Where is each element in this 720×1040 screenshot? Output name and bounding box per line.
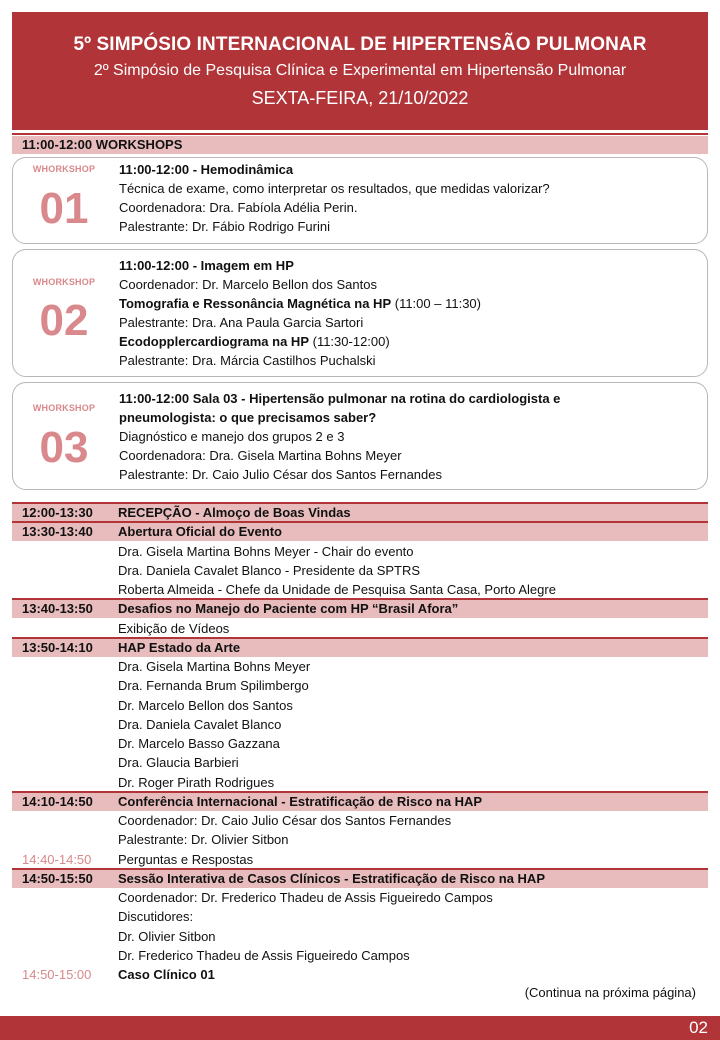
schedule-text: Dr. Roger Pirath Rodrigues: [118, 774, 275, 790]
schedule-text: Discutidores:: [118, 909, 194, 925]
divider-line: [12, 791, 708, 793]
schedule-band: [12, 504, 708, 522]
divider-line: [12, 521, 708, 523]
workshop-number: 03: [39, 423, 89, 472]
workshop-title: 11:00-12:00 Sala 03 - Hipertensão pulmonar na rotina do cardiologista e: [119, 391, 561, 406]
divider-line: [12, 868, 708, 870]
workshop-card-03: [12, 382, 708, 490]
schedule-time: 14:10-14:50: [22, 793, 93, 809]
workshop-number: 01: [39, 184, 89, 233]
schedule-text: Perguntas e Respostas: [118, 851, 254, 867]
workshop-line: Palestrante: Dr. Caio Julio César dos Santos Fernandes: [119, 467, 443, 482]
schedule-text: Roberta Almeida - Chefe da Unidade de Pesquisa Santa Casa, Porto Alegre: [118, 582, 556, 597]
schedule-text: Coordenador: Dr. Frederico Thadeu de Assis Figueiredo Campos: [118, 890, 493, 905]
workshop-label: WHORKSHOP: [32, 277, 96, 287]
page-header: [12, 12, 708, 130]
workshop-line: Diagnóstico e manejo dos grupos 2 e 3: [119, 429, 345, 444]
schedule-band: [12, 639, 708, 657]
schedule-time: 13:50-14:10: [22, 639, 93, 655]
event-date: SEXTA-FEIRA, 21/10/2022: [251, 88, 469, 108]
schedule-text: Dra. Fernanda Brum Spilimbergo: [118, 678, 309, 694]
workshop-line: Ecodopplercardiograma na HP (11:30-12:00): [119, 334, 390, 349]
divider-line: [12, 598, 708, 600]
divider-line: [12, 133, 708, 135]
schedule-time: 13:40-13:50: [22, 601, 93, 617]
schedule-text: Coordenador: Dr. Caio Julio César dos Santos Fernandes: [118, 813, 452, 828]
workshop-line: Palestrante: Dr. Fábio Rodrigo Furini: [119, 219, 330, 234]
schedule-title: Desafios no Manejo do Paciente com HP “Brasil Afora”: [118, 601, 459, 617]
workshop-title: 11:00-12:00 - Imagem em HP: [119, 258, 294, 273]
schedule-text: Palestrante: Dr. Olivier Sitbon: [118, 832, 289, 848]
continue-note: (Continua na próxima página): [524, 985, 696, 1000]
divider-line: [12, 637, 708, 639]
schedule-band: [12, 523, 708, 541]
workshop-line: Palestrante: Dra. Márcia Castilhos Puchalski: [119, 353, 376, 368]
workshop-card-01: [12, 157, 708, 244]
workshop-label: WHORKSHOP: [32, 164, 96, 174]
schedule-text: Dr. Frederico Thadeu de Assis Figueiredo Campos: [118, 947, 410, 963]
schedule-text: Dra. Gisela Martina Bohns Meyer - Chair do evento: [118, 543, 414, 559]
workshop-line: Coordenadora: Dra. Gisela Martina Bohns Meyer: [119, 448, 402, 463]
schedule-title: Abertura Oficial do Evento: [118, 524, 282, 540]
schedule-text: Dra. Daniela Cavalet Blanco: [118, 716, 282, 732]
schedule-title: Conferência Internacional - Estratificação de Risco na HAP: [118, 793, 483, 809]
workshop-number: 02: [39, 296, 89, 345]
workshop-line: Coordenadora: Dra. Fabíola Adélia Perin.: [119, 200, 358, 215]
workshop-line: Técnica de exame, como interpretar os resultados, que medidas valorizar?: [119, 181, 550, 196]
schedule-text: Dra. Daniela Cavalet Blanco - Presidente da SPTRS: [118, 562, 421, 578]
schedule-text: Exibição de Vídeos: [118, 620, 230, 636]
schedule-title: Sessão Interativa de Casos Clínicos - Estratificação de Risco na HAP: [118, 870, 545, 886]
workshop-card-02: [12, 249, 708, 377]
workshops-band: 11:00-12:00 WORKSHOPS: [12, 136, 708, 154]
page-footer: [0, 1016, 720, 1040]
schedule-text: Dr. Marcelo Basso Gazzana: [118, 736, 280, 751]
workshop-label: WHORKSHOP: [32, 403, 96, 413]
schedule-text: Dra. Gisela Martina Bohns Meyer: [118, 659, 311, 674]
schedule-title: HAP Estado da Arte: [118, 639, 241, 655]
workshop-line: Palestrante: Dra. Ana Paula Garcia Sartori: [119, 315, 364, 330]
workshop-title: 11:00-12:00 - Hemodinâmica: [119, 162, 294, 177]
workshop-line: Coordenador: Dr. Marcelo Bellon dos Santos: [119, 277, 377, 292]
workshop-title: pneumologista: o que precisamos saber?: [119, 410, 377, 425]
schedule-subtime: 14:40-14:50: [22, 851, 92, 867]
page-number: 02: [689, 1018, 708, 1037]
event-title: 5º SIMPÓSIO INTERNACIONAL DE HIPERTENSÃO PULMONAR: [73, 34, 647, 55]
schedule-time: 12:00-13:30: [22, 505, 93, 520]
divider-line: [12, 502, 708, 504]
schedule-title: Caso Clínico 01: [118, 967, 215, 982]
schedule-time: 13:30-13:40: [22, 524, 93, 540]
event-subtitle: 2º Simpósio de Pesquisa Clínica e Experimental em Hipertensão Pulmonar: [93, 62, 627, 79]
workshop-line: Tomografia e Ressonância Magnética na HP (11:00 – 11:30): [119, 296, 481, 311]
schedule-subtime: 14:50-15:00: [22, 967, 92, 982]
schedule-text: Dra. Glaucia Barbieri: [118, 755, 239, 771]
schedule-text: Dr. Marcelo Bellon dos Santos: [118, 697, 293, 713]
schedule-title: RECEPÇÃO - Almoço de Boas Vindas: [118, 505, 351, 520]
schedule-time: 14:50-15:50: [22, 870, 93, 886]
schedule-text: Dr. Olivier Sitbon: [118, 928, 216, 944]
